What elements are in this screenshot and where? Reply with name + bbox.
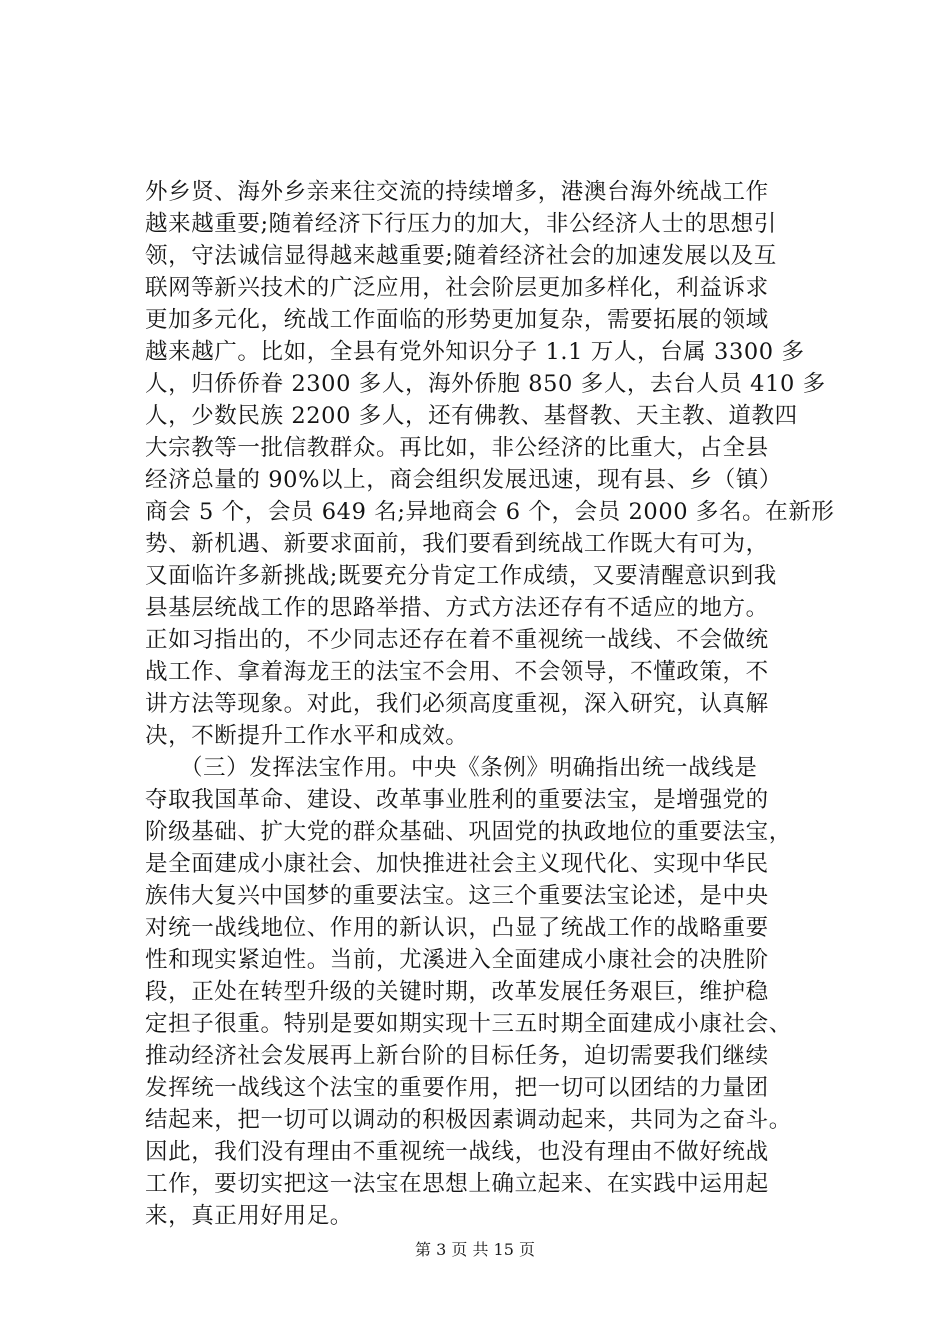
- text-line: 推动经济社会发展再上新台阶的目标任务，迫切需要我们继续: [145, 1043, 769, 1069]
- text-line: 定担子很重。特别是要如期实现十三五时期全面建成小康社会、: [145, 1011, 792, 1037]
- text-line: 越来越重要;随着经济下行压力的加大，非公经济人士的思想引: [145, 211, 777, 237]
- text-line: 正如习指出的，不少同志还存在着不重视统一战线、不会做统: [145, 627, 769, 653]
- text-line: 人，少数民族 2200 多人，还有佛教、基督教、天主教、道教四: [145, 403, 798, 429]
- text-line: 又面临许多新挑战;既要充分肯定工作成绩，又要清醒意识到我: [145, 563, 777, 589]
- text-line: 段，正处在转型升级的关键时期，改革发展任务艰巨，维护稳: [145, 979, 769, 1005]
- text-line: 来，真正用好用足。: [145, 1203, 353, 1229]
- text-line: 族伟大复兴中国梦的重要法宝。这三个重要法宝论述，是中央: [145, 883, 769, 909]
- text-line: 因此，我们没有理由不重视统一战线，也没有理由不做好统战: [145, 1139, 769, 1165]
- section-heading-line: （三）发挥法宝作用。中央《条例》明确指出统一战线是: [145, 755, 758, 781]
- text-line: 商会 5 个，会员 649 名;异地商会 6 个，会员 2000 多名。在新形: [145, 499, 835, 525]
- text-line: 联网等新兴技术的广泛应用，社会阶层更加多样化，利益诉求: [145, 275, 769, 301]
- text-line: 人，归侨侨眷 2300 多人，海外侨胞 850 多人，去台人员 410 多: [145, 371, 826, 397]
- text-line: 经济总量的 90%以上，商会组织发展迅速，现有县、乡（镇）: [145, 467, 783, 493]
- text-line: 外乡贤、海外乡亲来往交流的持续增多，港澳台海外统战工作: [145, 179, 769, 205]
- text-line: 发挥统一战线这个法宝的重要作用，把一切可以团结的力量团: [145, 1075, 769, 1101]
- text-line: 战工作、拿着海龙王的法宝不会用、不会领导，不懂政策，不: [145, 659, 769, 685]
- text-line: 工作，要切实把这一法宝在思想上确立起来、在实践中运用起: [145, 1171, 769, 1197]
- text-line: 越来越广。比如，全县有党外知识分子 1.1 万人，台属 3300 多: [145, 339, 805, 365]
- text-line: 夺取我国革命、建设、改革事业胜利的重要法宝，是增强党的: [145, 787, 769, 813]
- text-line: 对统一战线地位、作用的新认识，凸显了统战工作的战略重要: [145, 915, 769, 941]
- text-line: 领，守法诚信显得越来越重要;随着经济社会的加速发展以及互: [145, 243, 777, 269]
- text-line: 县基层统战工作的思路举措、方式方法还存有不适应的地方。: [145, 595, 769, 621]
- document-body: [145, 176, 835, 1232]
- text-line: 更加多元化，统战工作面临的形势更加复杂，需要拓展的领域: [145, 307, 769, 333]
- text-line: 势、新机遇、新要求面前，我们要看到统战工作既大有可为，: [145, 531, 769, 557]
- page-number-footer: 第 3 页 共 15 页: [415, 1240, 535, 1259]
- text-line: 结起来，把一切可以调动的积极因素调动起来，共同为之奋斗。: [145, 1107, 792, 1133]
- text-line: 性和现实紧迫性。当前，尤溪进入全面建成小康社会的决胜阶: [145, 947, 769, 973]
- text-line: 决，不断提升工作水平和成效。: [145, 723, 469, 749]
- text-line: 是全面建成小康社会、加快推进社会主义现代化、实现中华民: [145, 851, 769, 877]
- text-line: 大宗教等一批信教群众。再比如，非公经济的比重大，占全县: [145, 435, 769, 461]
- text-line: 阶级基础、扩大党的群众基础、巩固党的执政地位的重要法宝，: [145, 819, 792, 845]
- text-line: 讲方法等现象。对此，我们必须高度重视，深入研究，认真解: [145, 691, 769, 717]
